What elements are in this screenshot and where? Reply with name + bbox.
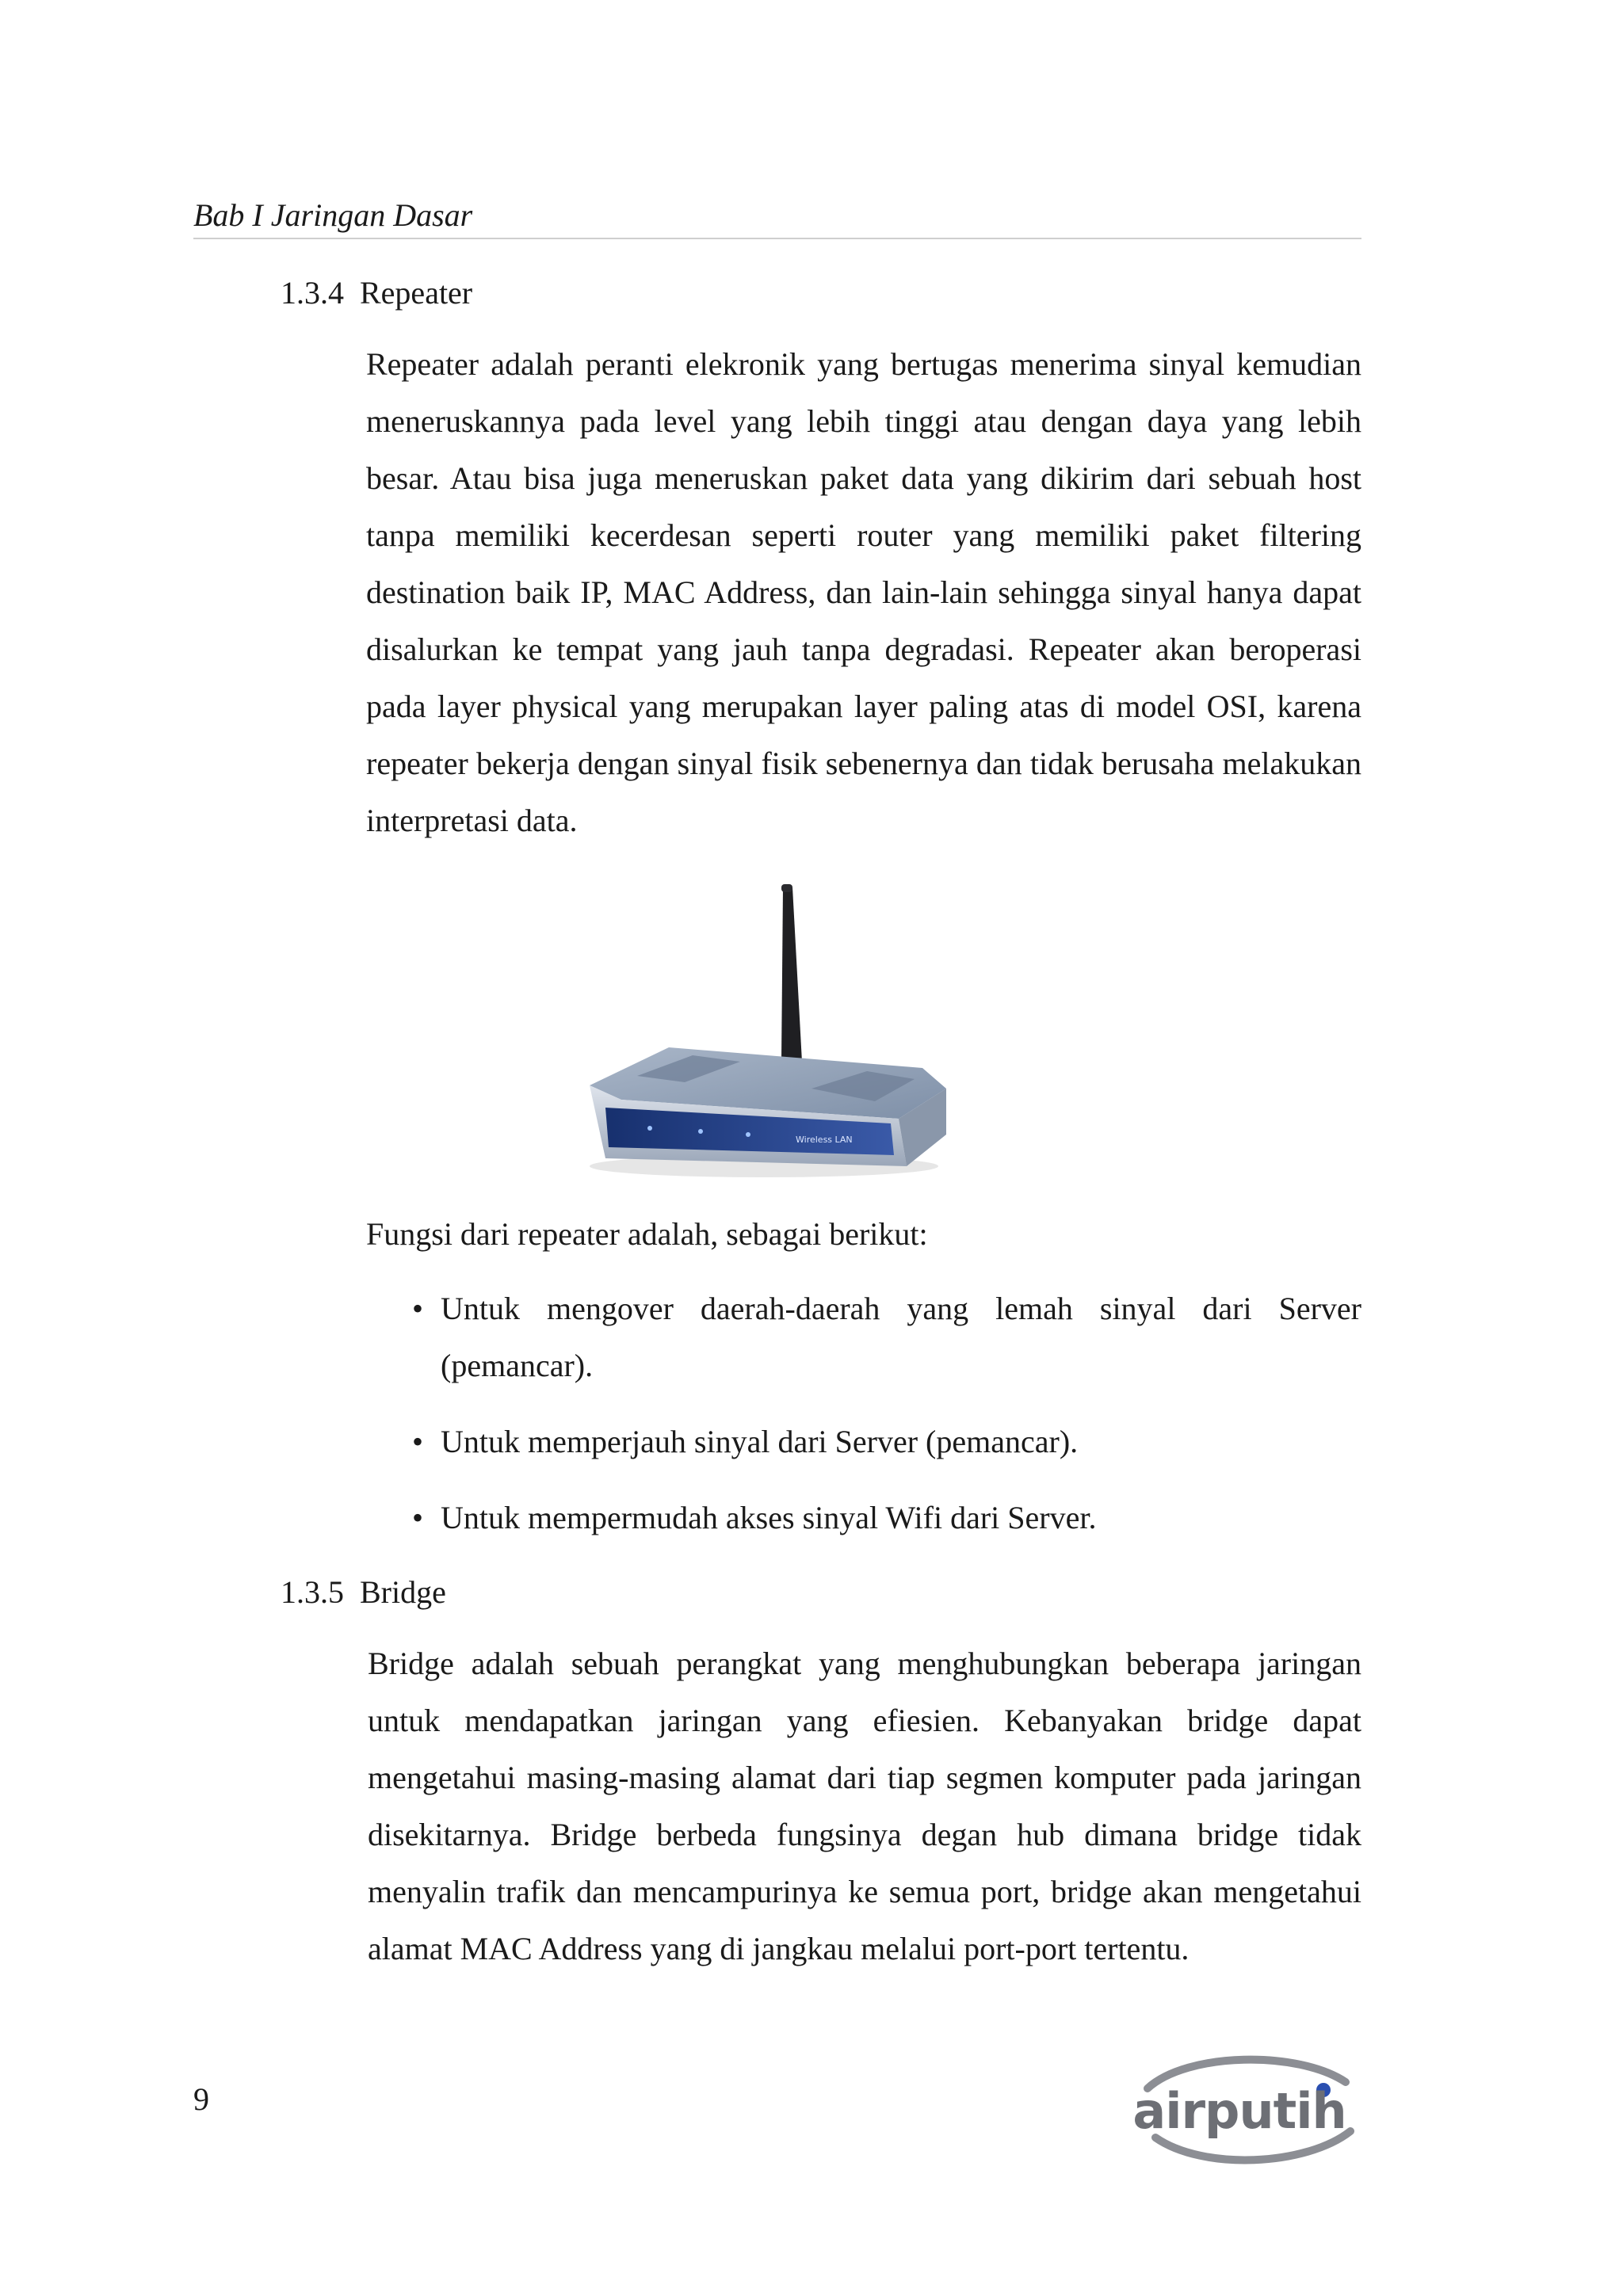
- list-item: • Untuk mengover daerah-daerah yang lemah sinyal dari Server (pemancar).: [412, 1280, 1361, 1394]
- section-heading-repeater: [281, 271, 472, 315]
- bullet-glyph: •: [412, 1291, 424, 1326]
- section-heading-bridge: [281, 1570, 446, 1615]
- section-title: Bridge: [360, 1574, 446, 1610]
- section-title: Repeater: [360, 275, 473, 311]
- functions-intro: Fungsi dari repeater adalah, sebagai berikut:: [366, 1216, 928, 1252]
- list-item: • Untuk mempermudah akses sinyal Wifi dari Server.: [412, 1489, 1361, 1547]
- list-item: • Untuk memperjauh sinyal dari Server (pemancar).: [412, 1413, 1361, 1470]
- section-number: 1.3.5: [281, 1574, 344, 1610]
- logo-text: airputih: [1132, 2082, 1346, 2140]
- section-number: 1.3.4: [281, 275, 344, 311]
- bridge-paragraph: Bridge adalah sebuah perangkat yang menghubungkan beberapa jaringan untuk mendapatkan jaringan yang efiesien. Kebanyakan bridge dapat mengetahui masing-masing alamat dari tiap segmen komputer pada jaringan disekitarnya. Bridge berbeda fungsinya degan hub dimana bridge tidak menyalin trafik dan mencampurinya ke semua port, bridge akan mengetahui alamat MAC Address yang di jangkau melalui port-port tertentu.: [368, 1646, 1361, 1966]
- functions-list: [412, 1280, 1361, 1566]
- repeater-paragraph: Repeater adalah peranti elekronik yang bertugas menerima sinyal kemudian meneruskannya pada level yang lebih tinggi atau dengan daya yang lebih besar. Atau bisa juga meneruskan paket data yang dikirim dari sebuah host tanpa memiliki kecerdesan seperti router yang memiliki paket filtering destination baik IP, MAC Address, dan lain-lain sehingga sinyal hanya dapat disalurkan ke tempat yang jauh tanpa degradasi. Repeater akan beroperasi pada layer physical yang merupakan layer paling atas di model OSI, karena repeater bekerja dengan sinyal fisik sebenernya dan tidak berusaha melakukan interpretasi data.: [366, 346, 1361, 838]
- bullet-glyph: •: [412, 1500, 424, 1535]
- wireless-router-image: [574, 881, 954, 1185]
- bullet-glyph: •: [412, 1424, 424, 1459]
- airputih-logo: [1116, 2055, 1363, 2164]
- page-number: 9: [193, 2081, 209, 2117]
- figure-label: Wireless LAN: [796, 1135, 853, 1145]
- page-header: Bab I Jaringan Dasar: [193, 193, 1361, 239]
